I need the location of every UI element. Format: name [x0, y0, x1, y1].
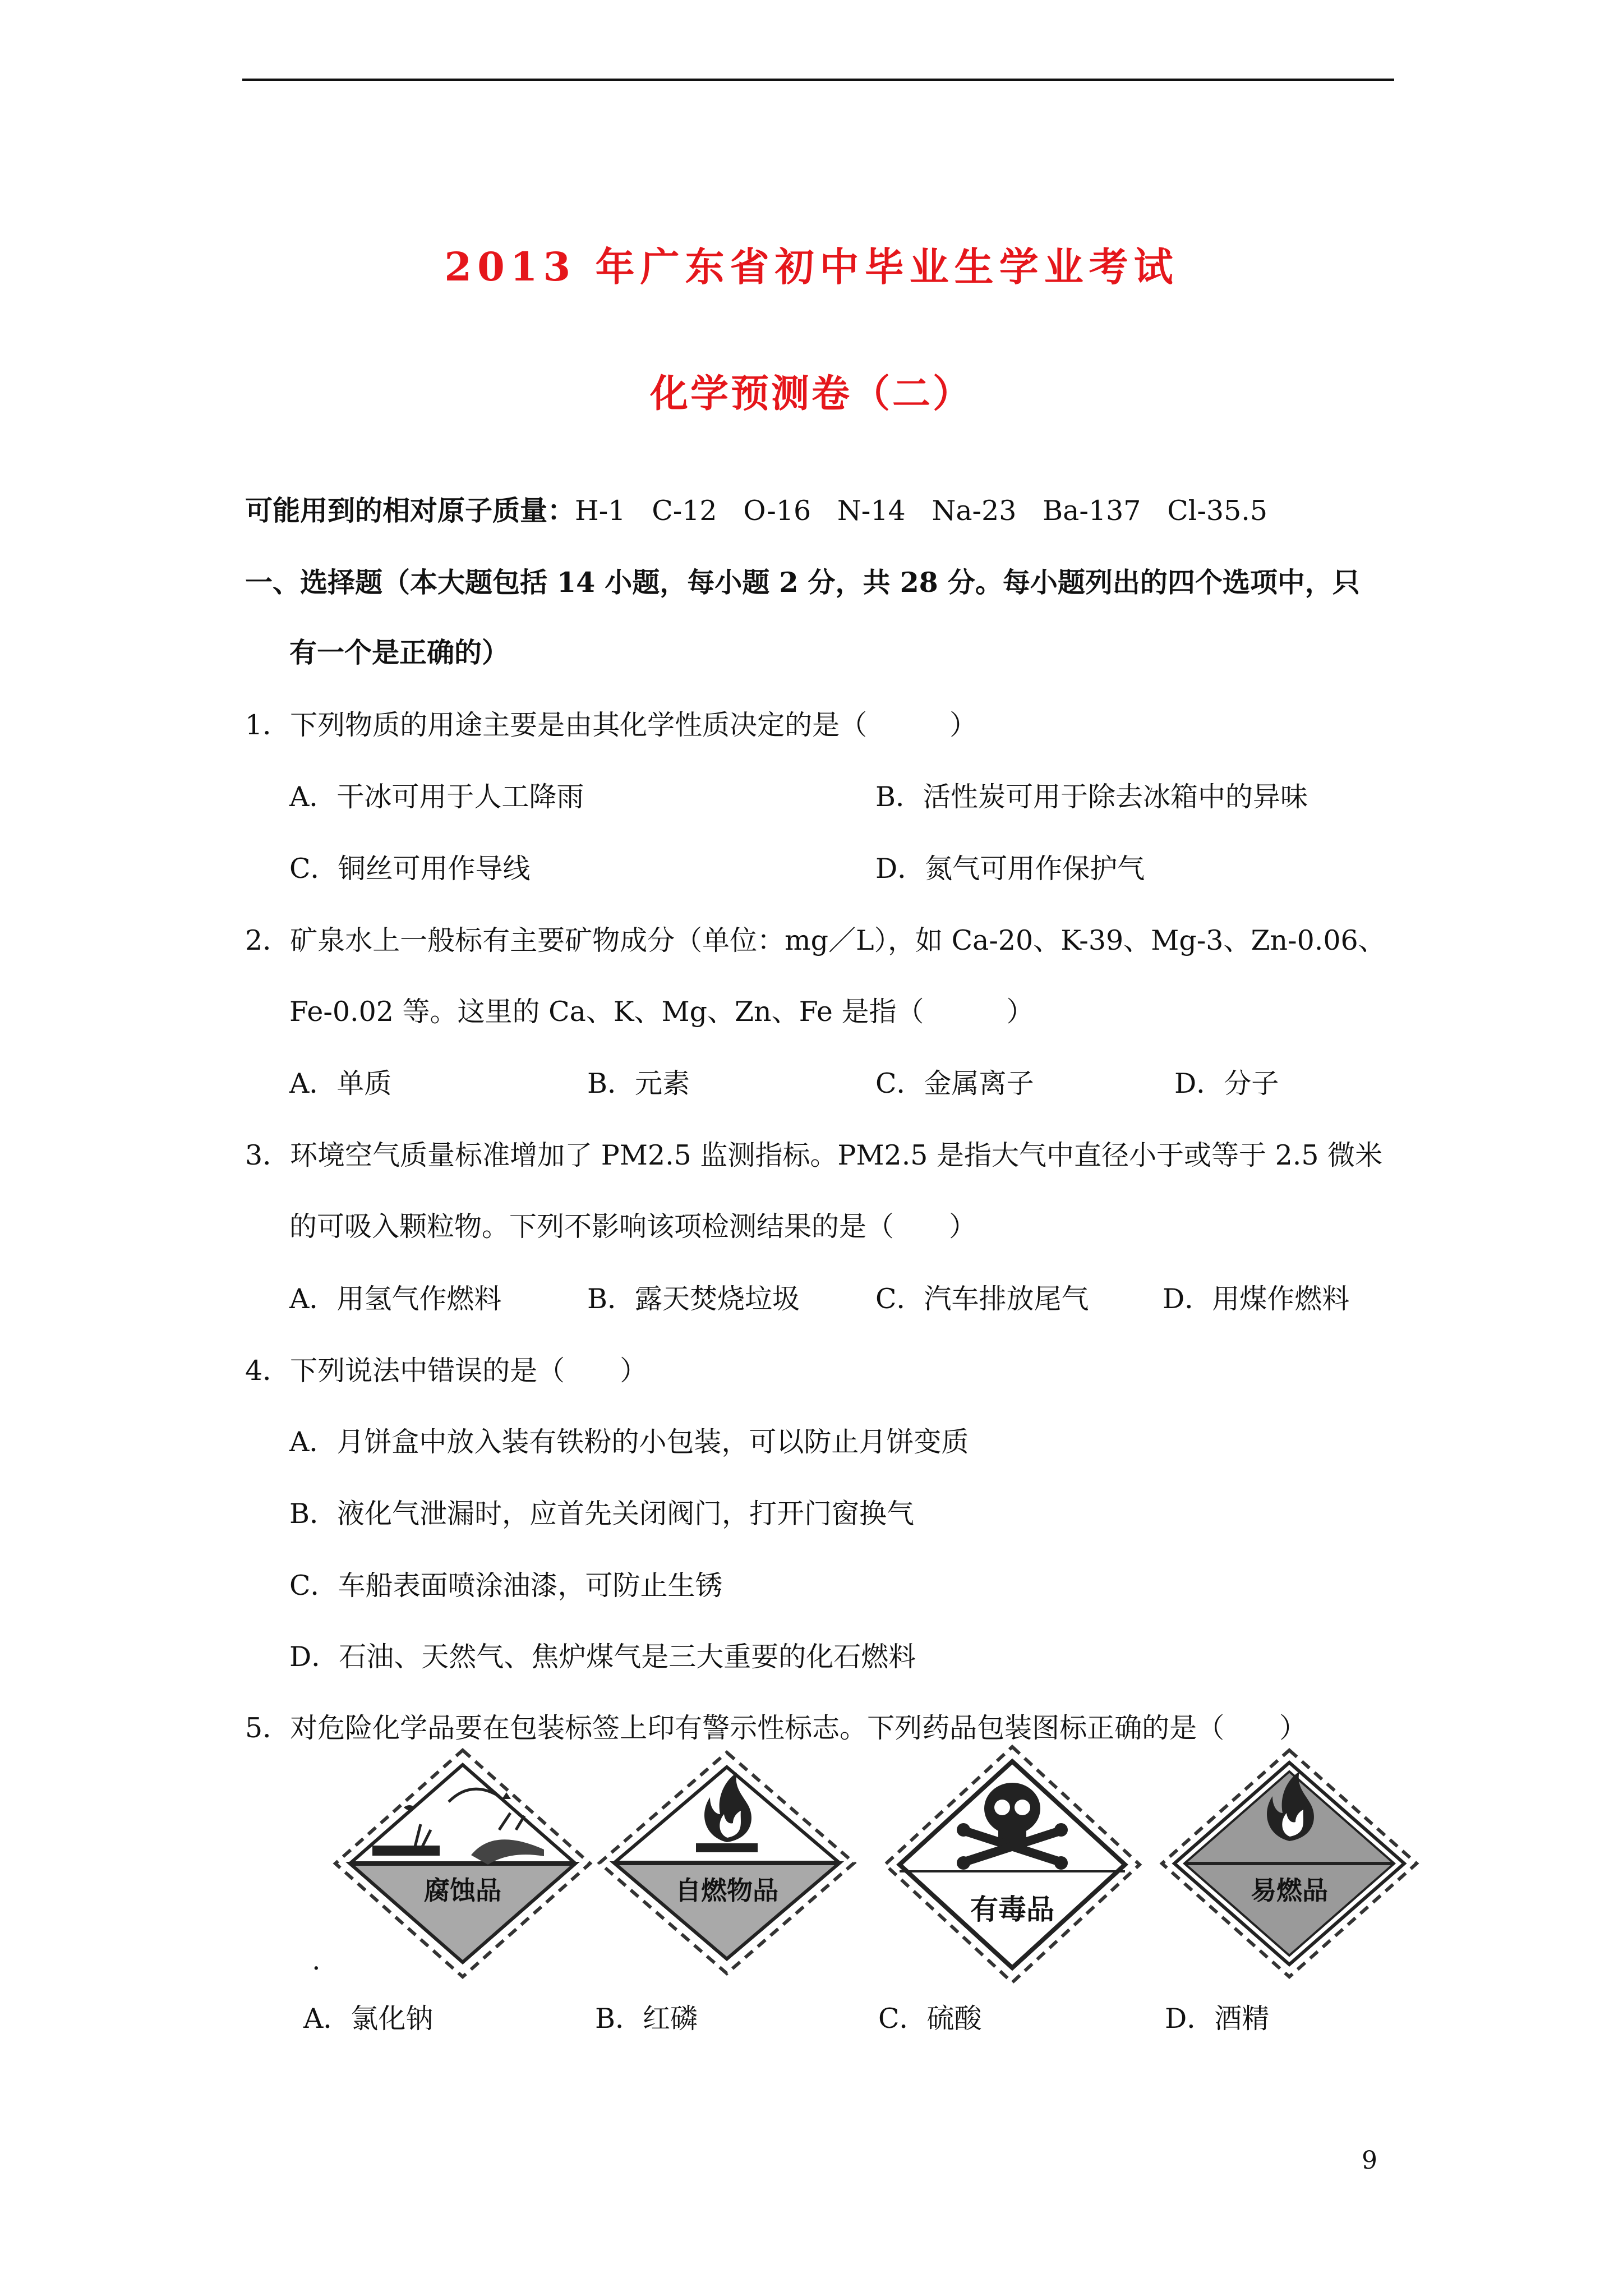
- flammable-flame-icon: [1158, 1746, 1421, 1981]
- q2-option-d: D．分子: [1174, 1068, 1279, 1099]
- stray-dot: .: [312, 1944, 321, 1976]
- page-number: 9: [1362, 2146, 1377, 2175]
- atomic-mass-line: [245, 489, 1267, 528]
- corrosive-hazard-sign: [331, 1746, 594, 1981]
- q2-option-b: B．元素: [587, 1068, 690, 1099]
- flammable-sign-label: 易燃品: [1251, 1875, 1328, 1906]
- q5-stem: 5．对危险化学品要在包装标签上印有警示性标志。下列药品包装图标正确的是（ ）: [245, 1712, 1307, 1744]
- spontaneous-combustion-sign: [595, 1748, 859, 1978]
- q2-option-c: C．金属离子: [875, 1068, 1034, 1099]
- q5-option-a: A．氯化钠: [303, 2003, 434, 2035]
- flame-sign-icon: [595, 1748, 859, 1978]
- q2-stem-line1: 2．矿泉水上一般标有主要矿物成分（单位：mg／L），如 Ca-20、K-39、Mg-3、Zn-0.06、: [245, 924, 1386, 956]
- exam-title: 2013 年广东省初中毕业生学业考试: [444, 243, 1179, 290]
- atomic-mass-values: H-1 C-12 O-16 N-14 Na-23 Ba-137 Cl-35.5: [575, 495, 1268, 527]
- header-rule: [242, 79, 1394, 81]
- corrosive-sign-icon: [331, 1746, 594, 1981]
- q3-stem-line1: 3．环境空气质量标准增加了 PM2.5 监测指标。PM2.5 是指大气中直径小于或等于 2.5 微米: [245, 1139, 1383, 1171]
- q3-option-d: D．用煤作燃料: [1163, 1283, 1350, 1315]
- toxic-sign-label: 有毒品: [970, 1893, 1054, 1926]
- section-heading-line1: 一、选择题（本大题包括 14 小题，每小题 2 分，共 28 分。每小题列出的四个选项中，只: [245, 566, 1360, 599]
- skull-crossbones-icon: [880, 1741, 1144, 1988]
- q1-option-c: C．铜丝可用作导线: [289, 853, 531, 885]
- q3-option-b: B．露天焚烧垃圾: [587, 1283, 800, 1315]
- q1-option-d: D．氮气可用作保护气: [875, 853, 1145, 885]
- q5-option-c: C．硫酸: [878, 2003, 982, 2035]
- q3-stem-line2: 的可吸入颗粒物。下列不影响该项检测结果的是（ ）: [289, 1211, 977, 1243]
- q3-option-c: C．汽车排放尾气: [875, 1283, 1089, 1315]
- q3-option-a: A．用氢气作燃料: [289, 1283, 502, 1315]
- corrosive-sign-label: 腐蚀品: [424, 1875, 501, 1906]
- exam-subtitle: 化学预测卷（二）: [649, 371, 973, 416]
- q5-option-b: B．红磷: [595, 2003, 698, 2035]
- q4-option-c: C．车船表面喷涂油漆，可防止生锈: [289, 1570, 723, 1602]
- q5-option-d: D．酒精: [1165, 2003, 1270, 2035]
- section-heading-line2: 有一个是正确的）: [289, 636, 510, 669]
- toxic-hazard-sign: [880, 1741, 1144, 1988]
- spontaneous-sign-label: 自燃物品: [675, 1875, 778, 1906]
- q4-option-d: D．石油、天然气、焦炉煤气是三大重要的化石燃料: [289, 1641, 916, 1673]
- q1-stem: 1．下列物质的用途主要是由其化学性质决定的是（ ）: [245, 709, 978, 741]
- q4-option-b: B．液化气泄漏时，应首先关闭阀门，打开门窗换气: [289, 1498, 915, 1530]
- q2-option-a: A．单质: [289, 1068, 392, 1099]
- flammable-hazard-sign: [1158, 1746, 1421, 1981]
- atomic-mass-label: 可能用到的相对原子质量：: [245, 494, 575, 527]
- q2-stem-line2: Fe-0.02 等。这里的 Ca、K、Mg、Zn、Fe 是指（ ）: [289, 996, 1034, 1028]
- q4-option-a: A．月饼盒中放入装有铁粉的小包装，可以防止月饼变质: [289, 1426, 969, 1458]
- q1-option-a: A．干冰可用于人工降雨: [289, 781, 584, 813]
- q4-stem: 4．下列说法中错误的是（ ）: [245, 1355, 648, 1387]
- q1-option-b: B．活性炭可用于除去冰箱中的异味: [875, 781, 1308, 813]
